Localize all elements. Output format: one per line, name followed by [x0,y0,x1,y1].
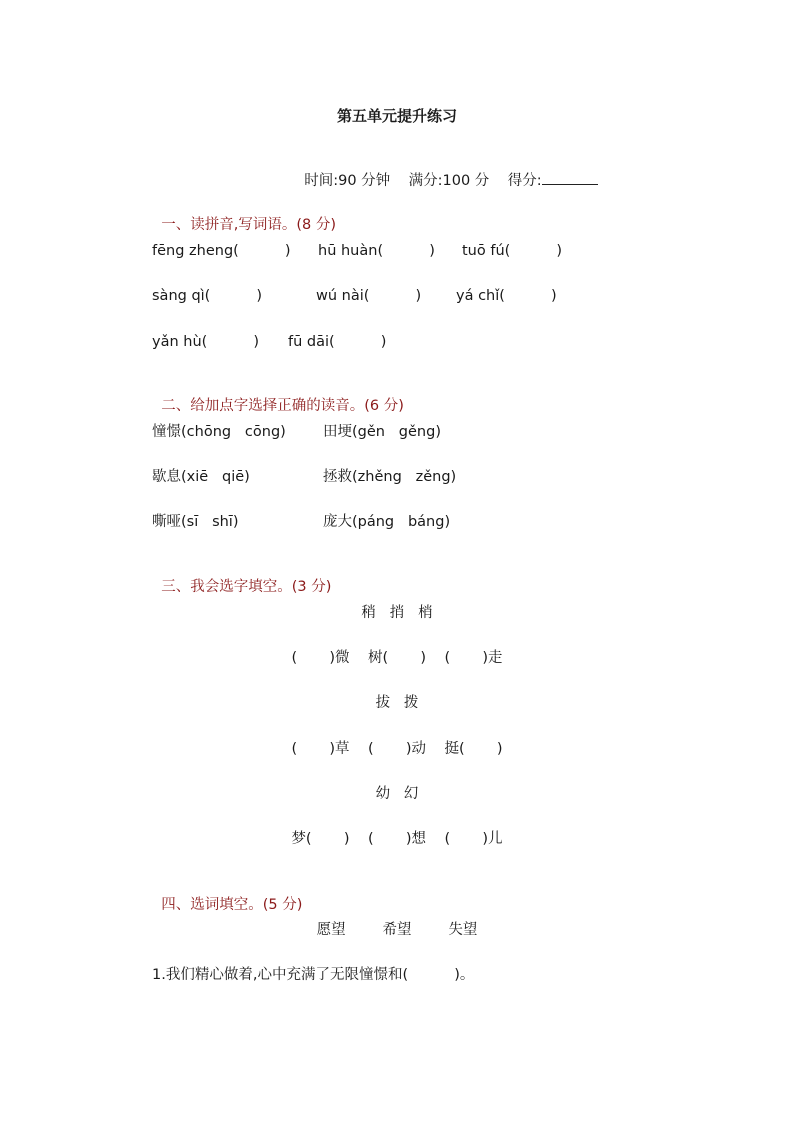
section1-heading: 一、读拼音,写词语。(8 分) [161,217,336,233]
section1-item: wú nài( ) [316,288,422,304]
score-blank[interactable] [542,170,598,185]
section2-item: 拯救(zhěng zěng) [323,469,457,485]
char-options: 幼 幻 [375,786,419,802]
char-options: 稍 捎 梢 [361,605,433,621]
section1-item: fū dāi( ) [288,334,387,350]
section3-heading: 三、我会选字填空。(3 分) [161,579,332,595]
section2-item: 歇息(xiē qiē) [152,469,250,485]
fill-blank-row: ( )草 ( )动 挺( ) [291,741,503,757]
section1-item: fēng zheng( ) [152,243,291,259]
section1-item: yá chǐ( ) [456,288,557,304]
section1-item: sàng qì( ) [152,288,263,304]
page-title: 第五单元提升练习 [336,107,457,125]
section2-item: 庞大(páng báng) [323,514,451,530]
section2-heading: 二、给加点字选择正确的读音。(6 分) [161,398,404,414]
time-limit: 时间:90 分钟 [304,173,391,189]
full-score: 满分:100 分 [408,173,490,189]
question-1: 1.我们精心做着,心中充满了无限憧憬和( )。 [152,967,475,983]
exam-meta [295,150,598,191]
section1-item: hū huàn( ) [318,243,435,259]
section4-heading: 四、选词填空。(5 分) [161,897,303,913]
score-label: 得分: [507,173,542,189]
fill-blank-row: 梦( ) ( )想 ( )儿 [291,831,503,847]
section2-item: 嘶哑(sī shī) [152,514,239,530]
section1-item: tuō fú( ) [462,243,563,259]
fill-blank-row: ( )微 树( ) ( )走 [291,650,503,666]
section2-item: 憧憬(chōng cōng) [152,424,286,440]
section2-item: 田埂(gěn gěng) [323,424,441,440]
char-options: 拔 拨 [375,695,419,711]
section1-item: yǎn hù( ) [152,334,260,350]
word-options: 愿望 希望 失望 [316,922,478,938]
